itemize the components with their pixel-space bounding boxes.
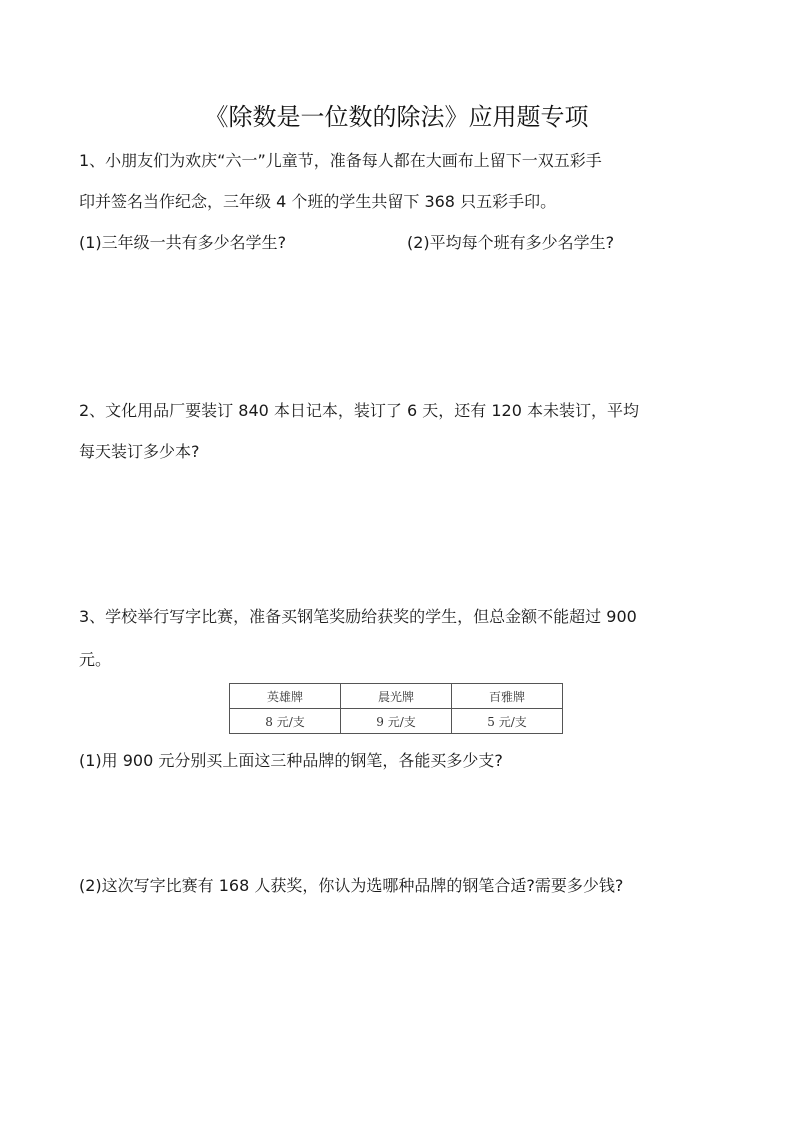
table-header-cell: 百雅牌 xyxy=(452,684,563,709)
page-title: 《除数是一位数的除法》应用题专项 xyxy=(204,103,589,131)
table-cell: 8 元/支 xyxy=(230,709,341,734)
question-1-sub-1: (1)三年级一共有多少名学生? xyxy=(79,233,287,252)
question-3-text-line-1: 3、学校举行写字比赛，准备买钢笔奖励给获奖的学生，但总金额不能超过 900 xyxy=(79,607,637,626)
question-2-text-line-2: 每天装订多少本? xyxy=(79,442,200,461)
question-3-text-line-2: 元。 xyxy=(79,650,112,669)
table-cell: 9 元/支 xyxy=(341,709,452,734)
table-header-cell: 晨光牌 xyxy=(341,684,452,709)
pen-price-table xyxy=(229,683,563,734)
question-2-text-line-1: 2、文化用品厂要装订 840 本日记本，装订了 6 天，还有 120 本未装订，平均 xyxy=(79,401,639,420)
question-1-text-line-2: 印并签名当作纪念，三年级 4 个班的学生共留下 368 只五彩手印。 xyxy=(79,192,557,211)
question-1-sub-2: (2)平均每个班有多少名学生? xyxy=(407,233,615,252)
table-header-row xyxy=(230,684,563,709)
question-3-sub-2: (2)这次写字比赛有 168 人获奖，你认为选哪种品牌的钢笔合适?需要多少钱? xyxy=(79,876,624,895)
question-3-sub-1: (1)用 900 元分别买上面这三种品牌的钢笔，各能买多少支? xyxy=(79,751,503,770)
table-cell: 5 元/支 xyxy=(452,709,563,734)
question-1-text-line-1: 1、小朋友们为欢庆“六一”儿童节，准备每人都在大画布上留下一双五彩手 xyxy=(79,151,602,170)
table-row xyxy=(230,709,563,734)
table-header-cell: 英雄牌 xyxy=(230,684,341,709)
